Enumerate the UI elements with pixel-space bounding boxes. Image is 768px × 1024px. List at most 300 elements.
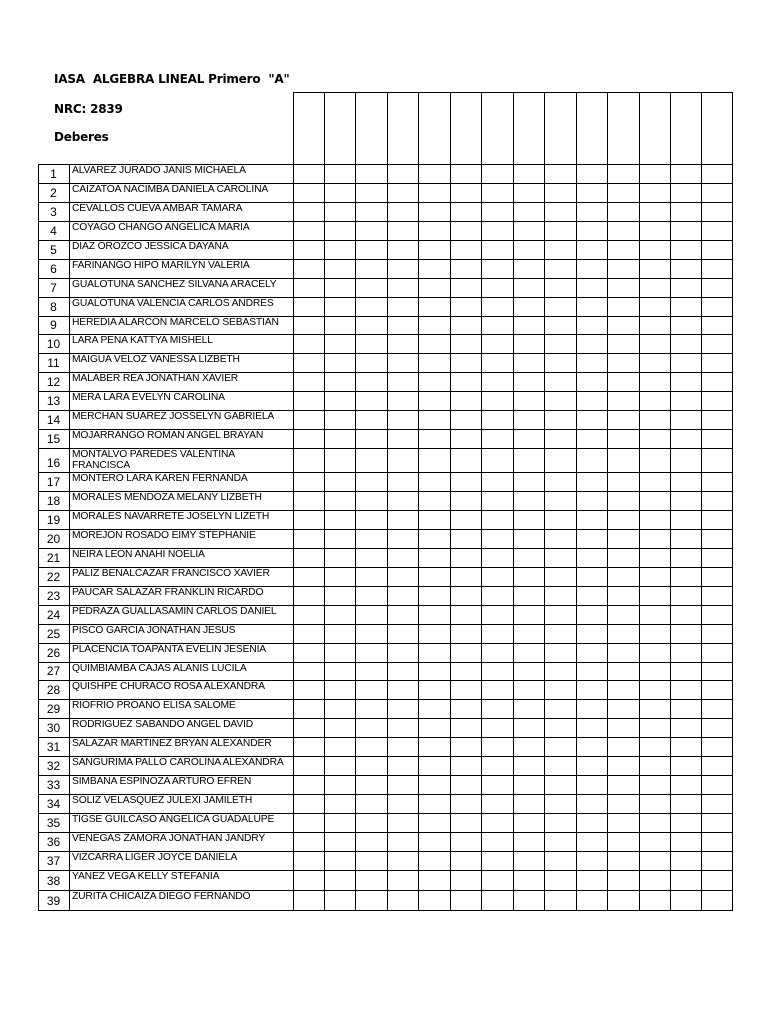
grade-cell[interactable] bbox=[482, 184, 513, 202]
grade-cell[interactable] bbox=[325, 222, 355, 240]
grade-cell[interactable] bbox=[640, 681, 670, 699]
grade-cell[interactable] bbox=[482, 681, 513, 699]
grade-cell[interactable] bbox=[702, 814, 732, 832]
grade-cell[interactable] bbox=[671, 279, 701, 297]
grade-cell[interactable] bbox=[419, 222, 450, 240]
grade-cell[interactable] bbox=[608, 184, 639, 202]
grade-cell[interactable] bbox=[640, 644, 670, 662]
grade-cell[interactable] bbox=[640, 814, 670, 832]
grade-cell[interactable] bbox=[451, 776, 481, 794]
grade-cell[interactable] bbox=[702, 681, 732, 699]
grade-cell[interactable] bbox=[482, 719, 513, 737]
grade-cell[interactable] bbox=[702, 568, 732, 586]
grade-cell[interactable] bbox=[388, 795, 418, 813]
grade-cell[interactable] bbox=[325, 795, 355, 813]
grade-cell[interactable] bbox=[640, 795, 670, 813]
grade-cell[interactable] bbox=[356, 738, 387, 756]
grade-cell[interactable] bbox=[325, 165, 355, 183]
grade-cell[interactable] bbox=[577, 335, 607, 353]
grade-cell[interactable] bbox=[640, 757, 670, 775]
grade-cell[interactable] bbox=[545, 606, 576, 624]
grade-cell[interactable] bbox=[608, 165, 639, 183]
grade-cell[interactable] bbox=[325, 700, 355, 718]
grade-cell[interactable] bbox=[356, 587, 387, 605]
grade-cell[interactable] bbox=[514, 776, 544, 794]
grade-cell[interactable] bbox=[608, 814, 639, 832]
grade-cell[interactable] bbox=[294, 663, 324, 680]
grade-cell[interactable] bbox=[671, 587, 701, 605]
grade-cell[interactable] bbox=[702, 663, 732, 680]
grade-cell[interactable] bbox=[545, 473, 576, 491]
grade-cell[interactable] bbox=[294, 587, 324, 605]
grade-cell[interactable] bbox=[388, 260, 418, 278]
grade-cell[interactable] bbox=[294, 644, 324, 662]
grade-cell[interactable] bbox=[451, 335, 481, 353]
grade-cell[interactable] bbox=[671, 335, 701, 353]
grade-cell[interactable] bbox=[702, 335, 732, 353]
grade-cell[interactable] bbox=[294, 625, 324, 643]
grade-cell[interactable] bbox=[451, 511, 481, 529]
grade-cell[interactable] bbox=[388, 776, 418, 794]
grade-cell[interactable] bbox=[294, 852, 324, 870]
grade-cell[interactable] bbox=[671, 738, 701, 756]
grade-cell[interactable] bbox=[388, 279, 418, 297]
grade-cell[interactable] bbox=[608, 852, 639, 870]
grade-cell[interactable] bbox=[608, 241, 639, 259]
grade-cell[interactable] bbox=[451, 549, 481, 567]
grade-cell[interactable] bbox=[419, 354, 450, 372]
grade-cell[interactable] bbox=[514, 700, 544, 718]
grade-cell[interactable] bbox=[388, 891, 418, 910]
grade-cell[interactable] bbox=[325, 373, 355, 391]
grade-cell[interactable] bbox=[325, 606, 355, 624]
grade-cell[interactable] bbox=[356, 354, 387, 372]
grade-cell[interactable] bbox=[451, 492, 481, 510]
grade-cell[interactable] bbox=[482, 776, 513, 794]
grade-cell[interactable] bbox=[545, 430, 576, 448]
grade-cell[interactable] bbox=[482, 241, 513, 259]
grade-cell[interactable] bbox=[419, 625, 450, 643]
grade-cell[interactable] bbox=[294, 373, 324, 391]
grade-cell[interactable] bbox=[325, 549, 355, 567]
grade-cell[interactable] bbox=[294, 681, 324, 699]
grade-cell[interactable] bbox=[451, 644, 481, 662]
grade-cell[interactable] bbox=[702, 795, 732, 813]
grade-cell[interactable] bbox=[514, 795, 544, 813]
grade-cell[interactable] bbox=[702, 852, 732, 870]
grade-cell[interactable] bbox=[577, 587, 607, 605]
grade-cell[interactable] bbox=[640, 317, 670, 334]
grade-cell[interactable] bbox=[640, 625, 670, 643]
grade-cell[interactable] bbox=[388, 430, 418, 448]
grade-cell[interactable] bbox=[514, 354, 544, 372]
grade-cell[interactable] bbox=[419, 644, 450, 662]
grade-cell[interactable] bbox=[545, 222, 576, 240]
grade-cell[interactable] bbox=[514, 891, 544, 910]
grade-cell[interactable] bbox=[702, 203, 732, 221]
grade-cell[interactable] bbox=[545, 644, 576, 662]
grade-cell[interactable] bbox=[577, 430, 607, 448]
grade-cell[interactable] bbox=[702, 392, 732, 410]
grade-cell[interactable] bbox=[545, 279, 576, 297]
grade-cell[interactable] bbox=[325, 511, 355, 529]
grade-cell[interactable] bbox=[451, 891, 481, 910]
grade-cell[interactable] bbox=[482, 644, 513, 662]
grade-cell[interactable] bbox=[608, 700, 639, 718]
grade-cell[interactable] bbox=[356, 663, 387, 680]
grade-cell[interactable] bbox=[451, 449, 481, 472]
grade-cell[interactable] bbox=[419, 298, 450, 316]
grade-cell[interactable] bbox=[451, 222, 481, 240]
grade-cell[interactable] bbox=[671, 814, 701, 832]
grade-cell[interactable] bbox=[482, 663, 513, 680]
grade-cell[interactable] bbox=[671, 644, 701, 662]
grade-cell[interactable] bbox=[545, 373, 576, 391]
grade-cell[interactable] bbox=[356, 165, 387, 183]
grade-cell[interactable] bbox=[419, 757, 450, 775]
grade-cell[interactable] bbox=[388, 241, 418, 259]
grade-cell[interactable] bbox=[325, 663, 355, 680]
grade-cell[interactable] bbox=[419, 814, 450, 832]
grade-cell[interactable] bbox=[514, 530, 544, 548]
grade-cell[interactable] bbox=[388, 568, 418, 586]
grade-cell[interactable] bbox=[294, 473, 324, 491]
grade-cell[interactable] bbox=[451, 317, 481, 334]
grade-cell[interactable] bbox=[514, 411, 544, 429]
grade-cell[interactable] bbox=[702, 298, 732, 316]
grade-cell[interactable] bbox=[294, 814, 324, 832]
grade-cell[interactable] bbox=[577, 241, 607, 259]
grade-cell[interactable] bbox=[671, 473, 701, 491]
grade-cell[interactable] bbox=[356, 473, 387, 491]
grade-cell[interactable] bbox=[294, 795, 324, 813]
grade-cell[interactable] bbox=[608, 317, 639, 334]
grade-cell[interactable] bbox=[482, 852, 513, 870]
grade-cell[interactable] bbox=[451, 354, 481, 372]
grade-cell[interactable] bbox=[482, 473, 513, 491]
grade-cell[interactable] bbox=[545, 719, 576, 737]
grade-cell[interactable] bbox=[577, 298, 607, 316]
grade-cell[interactable] bbox=[325, 644, 355, 662]
grade-cell[interactable] bbox=[325, 430, 355, 448]
grade-cell[interactable] bbox=[356, 795, 387, 813]
grade-cell[interactable] bbox=[671, 430, 701, 448]
grade-cell[interactable] bbox=[702, 241, 732, 259]
grade-cell[interactable] bbox=[702, 165, 732, 183]
grade-cell[interactable] bbox=[545, 317, 576, 334]
grade-cell[interactable] bbox=[702, 871, 732, 890]
grade-cell[interactable] bbox=[577, 681, 607, 699]
grade-cell[interactable] bbox=[514, 663, 544, 680]
grade-cell[interactable] bbox=[419, 663, 450, 680]
grade-cell[interactable] bbox=[419, 165, 450, 183]
grade-cell[interactable] bbox=[545, 298, 576, 316]
grade-cell[interactable] bbox=[325, 279, 355, 297]
grade-cell[interactable] bbox=[702, 606, 732, 624]
grade-cell[interactable] bbox=[451, 719, 481, 737]
grade-cell[interactable] bbox=[325, 317, 355, 334]
grade-cell[interactable] bbox=[640, 430, 670, 448]
grade-cell[interactable] bbox=[356, 430, 387, 448]
grade-cell[interactable] bbox=[451, 757, 481, 775]
grade-cell[interactable] bbox=[451, 738, 481, 756]
grade-cell[interactable] bbox=[482, 354, 513, 372]
grade-cell[interactable] bbox=[294, 776, 324, 794]
grade-cell[interactable] bbox=[482, 411, 513, 429]
grade-cell[interactable] bbox=[702, 530, 732, 548]
grade-cell[interactable] bbox=[640, 700, 670, 718]
grade-cell[interactable] bbox=[640, 335, 670, 353]
grade-cell[interactable] bbox=[702, 587, 732, 605]
grade-cell[interactable] bbox=[294, 203, 324, 221]
grade-cell[interactable] bbox=[545, 587, 576, 605]
grade-cell[interactable] bbox=[640, 165, 670, 183]
grade-cell[interactable] bbox=[640, 833, 670, 851]
grade-cell[interactable] bbox=[419, 700, 450, 718]
grade-cell[interactable] bbox=[451, 871, 481, 890]
grade-cell[interactable] bbox=[702, 260, 732, 278]
grade-cell[interactable] bbox=[356, 700, 387, 718]
grade-cell[interactable] bbox=[419, 530, 450, 548]
grade-cell[interactable] bbox=[482, 511, 513, 529]
grade-cell[interactable] bbox=[356, 449, 387, 472]
grade-cell[interactable] bbox=[482, 373, 513, 391]
grade-cell[interactable] bbox=[702, 776, 732, 794]
grade-cell[interactable] bbox=[702, 354, 732, 372]
grade-cell[interactable] bbox=[294, 449, 324, 472]
grade-cell[interactable] bbox=[671, 411, 701, 429]
grade-cell[interactable] bbox=[294, 354, 324, 372]
grade-cell[interactable] bbox=[608, 776, 639, 794]
grade-cell[interactable] bbox=[294, 891, 324, 910]
grade-cell[interactable] bbox=[356, 681, 387, 699]
grade-cell[interactable] bbox=[356, 222, 387, 240]
grade-cell[interactable] bbox=[356, 298, 387, 316]
grade-cell[interactable] bbox=[514, 165, 544, 183]
grade-cell[interactable] bbox=[356, 279, 387, 297]
grade-cell[interactable] bbox=[419, 184, 450, 202]
grade-cell[interactable] bbox=[419, 568, 450, 586]
grade-cell[interactable] bbox=[294, 411, 324, 429]
grade-cell[interactable] bbox=[451, 260, 481, 278]
grade-cell[interactable] bbox=[608, 449, 639, 472]
grade-cell[interactable] bbox=[640, 663, 670, 680]
grade-cell[interactable] bbox=[325, 852, 355, 870]
grade-cell[interactable] bbox=[388, 511, 418, 529]
grade-cell[interactable] bbox=[608, 511, 639, 529]
grade-cell[interactable] bbox=[482, 279, 513, 297]
grade-cell[interactable] bbox=[577, 757, 607, 775]
grade-cell[interactable] bbox=[482, 260, 513, 278]
grade-cell[interactable] bbox=[356, 644, 387, 662]
grade-cell[interactable] bbox=[451, 279, 481, 297]
grade-cell[interactable] bbox=[671, 776, 701, 794]
grade-cell[interactable] bbox=[577, 222, 607, 240]
grade-cell[interactable] bbox=[640, 279, 670, 297]
grade-cell[interactable] bbox=[356, 373, 387, 391]
grade-cell[interactable] bbox=[702, 184, 732, 202]
grade-cell[interactable] bbox=[294, 184, 324, 202]
grade-cell[interactable] bbox=[356, 606, 387, 624]
grade-cell[interactable] bbox=[325, 625, 355, 643]
grade-cell[interactable] bbox=[671, 757, 701, 775]
grade-cell[interactable] bbox=[702, 411, 732, 429]
grade-cell[interactable] bbox=[577, 568, 607, 586]
grade-cell[interactable] bbox=[482, 392, 513, 410]
grade-cell[interactable] bbox=[514, 392, 544, 410]
grade-cell[interactable] bbox=[294, 530, 324, 548]
grade-cell[interactable] bbox=[545, 663, 576, 680]
grade-cell[interactable] bbox=[640, 776, 670, 794]
grade-cell[interactable] bbox=[608, 473, 639, 491]
grade-cell[interactable] bbox=[671, 549, 701, 567]
grade-cell[interactable] bbox=[671, 492, 701, 510]
grade-cell[interactable] bbox=[325, 411, 355, 429]
grade-cell[interactable] bbox=[640, 587, 670, 605]
grade-cell[interactable] bbox=[419, 279, 450, 297]
grade-cell[interactable] bbox=[608, 606, 639, 624]
grade-cell[interactable] bbox=[671, 392, 701, 410]
grade-cell[interactable] bbox=[419, 852, 450, 870]
grade-cell[interactable] bbox=[325, 871, 355, 890]
grade-cell[interactable] bbox=[419, 430, 450, 448]
grade-cell[interactable] bbox=[514, 241, 544, 259]
grade-cell[interactable] bbox=[388, 298, 418, 316]
grade-cell[interactable] bbox=[640, 492, 670, 510]
grade-cell[interactable] bbox=[294, 222, 324, 240]
grade-cell[interactable] bbox=[545, 511, 576, 529]
grade-cell[interactable] bbox=[419, 549, 450, 567]
grade-cell[interactable] bbox=[640, 411, 670, 429]
grade-cell[interactable] bbox=[419, 473, 450, 491]
grade-cell[interactable] bbox=[294, 606, 324, 624]
grade-cell[interactable] bbox=[640, 473, 670, 491]
grade-cell[interactable] bbox=[514, 492, 544, 510]
grade-cell[interactable] bbox=[671, 260, 701, 278]
grade-cell[interactable] bbox=[451, 663, 481, 680]
grade-cell[interactable] bbox=[514, 279, 544, 297]
grade-cell[interactable] bbox=[482, 814, 513, 832]
grade-cell[interactable] bbox=[388, 852, 418, 870]
grade-cell[interactable] bbox=[608, 833, 639, 851]
grade-cell[interactable] bbox=[451, 392, 481, 410]
grade-cell[interactable] bbox=[577, 165, 607, 183]
grade-cell[interactable] bbox=[356, 871, 387, 890]
grade-cell[interactable] bbox=[451, 184, 481, 202]
grade-cell[interactable] bbox=[419, 795, 450, 813]
grade-cell[interactable] bbox=[640, 449, 670, 472]
grade-cell[interactable] bbox=[577, 260, 607, 278]
grade-cell[interactable] bbox=[325, 891, 355, 910]
grade-cell[interactable] bbox=[702, 373, 732, 391]
grade-cell[interactable] bbox=[356, 492, 387, 510]
grade-cell[interactable] bbox=[451, 681, 481, 699]
grade-cell[interactable] bbox=[514, 587, 544, 605]
grade-cell[interactable] bbox=[545, 184, 576, 202]
grade-cell[interactable] bbox=[294, 430, 324, 448]
grade-cell[interactable] bbox=[545, 354, 576, 372]
grade-cell[interactable] bbox=[545, 833, 576, 851]
grade-cell[interactable] bbox=[482, 871, 513, 890]
grade-cell[interactable] bbox=[514, 644, 544, 662]
grade-cell[interactable] bbox=[640, 203, 670, 221]
grade-cell[interactable] bbox=[702, 738, 732, 756]
grade-cell[interactable] bbox=[482, 317, 513, 334]
grade-cell[interactable] bbox=[388, 814, 418, 832]
grade-cell[interactable] bbox=[451, 241, 481, 259]
grade-cell[interactable] bbox=[577, 449, 607, 472]
grade-cell[interactable] bbox=[419, 335, 450, 353]
grade-cell[interactable] bbox=[482, 833, 513, 851]
grade-cell[interactable] bbox=[702, 891, 732, 910]
grade-cell[interactable] bbox=[514, 203, 544, 221]
grade-cell[interactable] bbox=[640, 354, 670, 372]
grade-cell[interactable] bbox=[482, 700, 513, 718]
grade-cell[interactable] bbox=[577, 373, 607, 391]
grade-cell[interactable] bbox=[294, 492, 324, 510]
grade-cell[interactable] bbox=[514, 681, 544, 699]
grade-cell[interactable] bbox=[514, 222, 544, 240]
grade-cell[interactable] bbox=[356, 568, 387, 586]
grade-cell[interactable] bbox=[514, 719, 544, 737]
grade-cell[interactable] bbox=[388, 587, 418, 605]
grade-cell[interactable] bbox=[419, 392, 450, 410]
grade-cell[interactable] bbox=[294, 241, 324, 259]
grade-cell[interactable] bbox=[671, 373, 701, 391]
grade-cell[interactable] bbox=[702, 430, 732, 448]
grade-cell[interactable] bbox=[577, 392, 607, 410]
grade-cell[interactable] bbox=[608, 373, 639, 391]
grade-cell[interactable] bbox=[482, 430, 513, 448]
grade-cell[interactable] bbox=[577, 852, 607, 870]
grade-cell[interactable] bbox=[451, 430, 481, 448]
grade-cell[interactable] bbox=[325, 833, 355, 851]
grade-cell[interactable] bbox=[671, 184, 701, 202]
grade-cell[interactable] bbox=[419, 411, 450, 429]
grade-cell[interactable] bbox=[356, 511, 387, 529]
grade-cell[interactable] bbox=[608, 663, 639, 680]
grade-cell[interactable] bbox=[388, 373, 418, 391]
grade-cell[interactable] bbox=[640, 511, 670, 529]
grade-cell[interactable] bbox=[482, 549, 513, 567]
grade-cell[interactable] bbox=[514, 833, 544, 851]
grade-cell[interactable] bbox=[545, 700, 576, 718]
grade-cell[interactable] bbox=[451, 852, 481, 870]
grade-cell[interactable] bbox=[577, 814, 607, 832]
grade-cell[interactable] bbox=[671, 700, 701, 718]
grade-cell[interactable] bbox=[325, 814, 355, 832]
grade-cell[interactable] bbox=[545, 757, 576, 775]
grade-cell[interactable] bbox=[545, 335, 576, 353]
grade-cell[interactable] bbox=[514, 373, 544, 391]
grade-cell[interactable] bbox=[702, 719, 732, 737]
grade-cell[interactable] bbox=[671, 871, 701, 890]
grade-cell[interactable] bbox=[482, 795, 513, 813]
grade-cell[interactable] bbox=[702, 222, 732, 240]
grade-cell[interactable] bbox=[356, 776, 387, 794]
grade-cell[interactable] bbox=[451, 625, 481, 643]
grade-cell[interactable] bbox=[451, 700, 481, 718]
grade-cell[interactable] bbox=[451, 814, 481, 832]
grade-cell[interactable] bbox=[388, 644, 418, 662]
grade-cell[interactable] bbox=[419, 260, 450, 278]
grade-cell[interactable] bbox=[640, 719, 670, 737]
grade-cell[interactable] bbox=[608, 492, 639, 510]
grade-cell[interactable] bbox=[419, 587, 450, 605]
grade-cell[interactable] bbox=[325, 587, 355, 605]
grade-cell[interactable] bbox=[388, 700, 418, 718]
grade-cell[interactable] bbox=[577, 776, 607, 794]
